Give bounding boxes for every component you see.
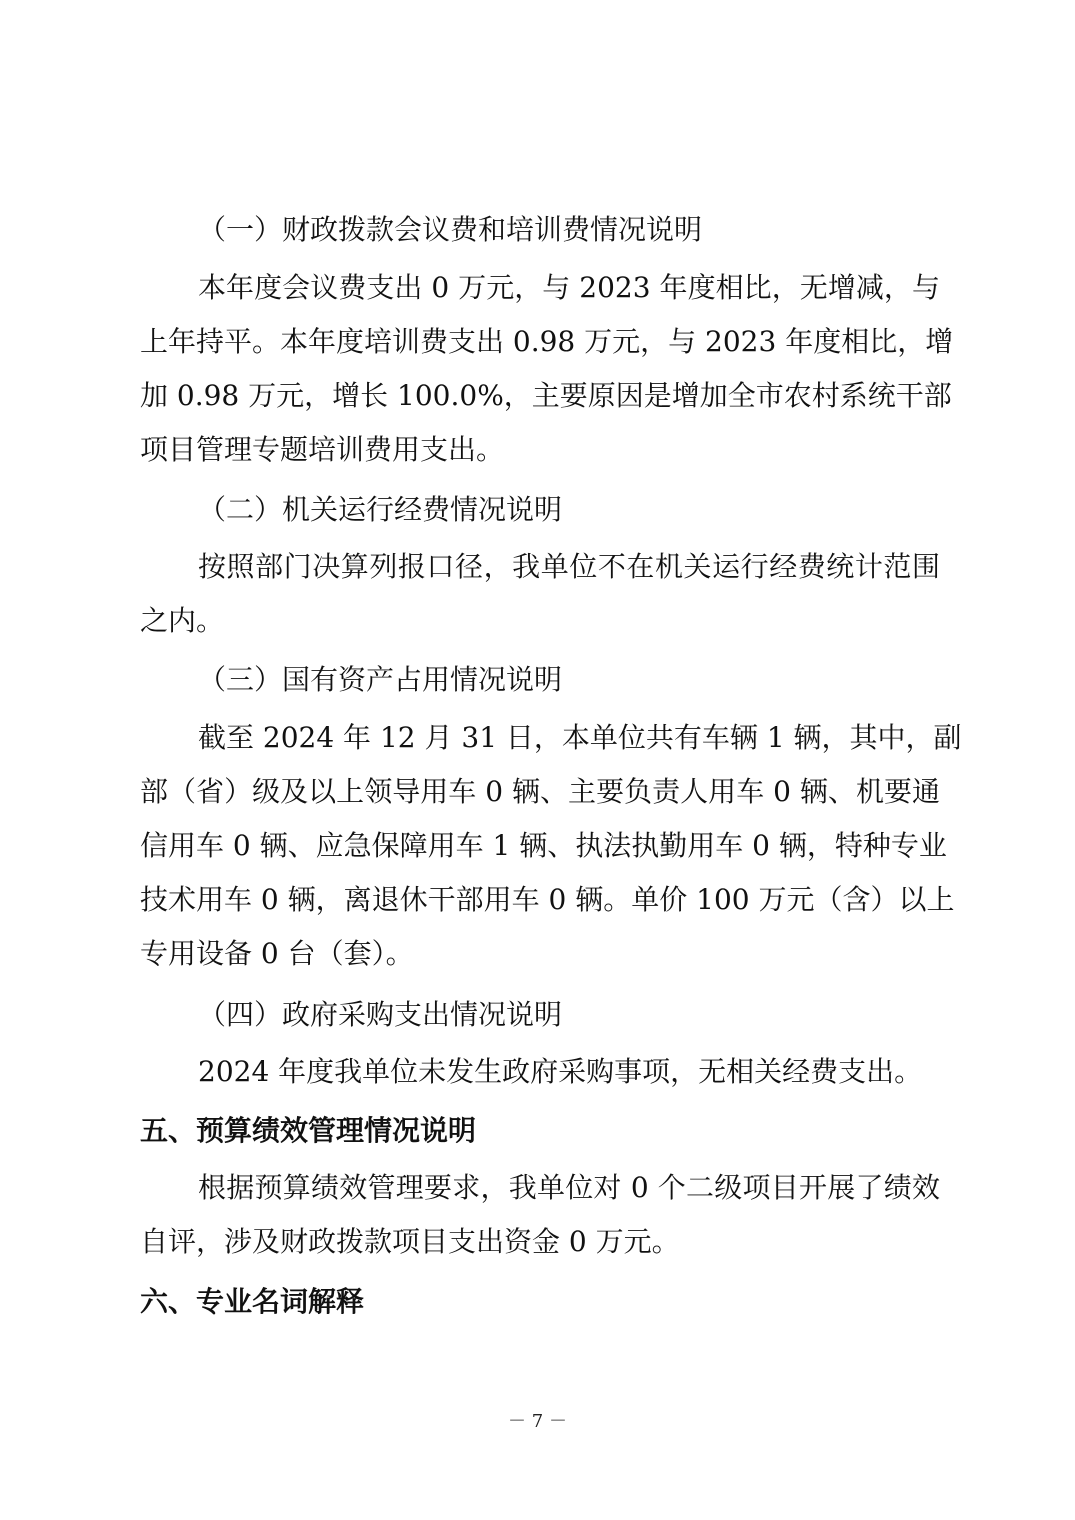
section-4-line-1: 2024 年度我单位未发生政府采购事项，无相关经费支出。 — [198, 1055, 923, 1088]
section-2-line-2: 之内。 — [140, 604, 225, 637]
section-3-line-4: 技术用车 0 辆，离退休干部用车 0 辆。单价 100 万元（含）以上 — [140, 883, 955, 916]
section-3-line-1: 截至 2024 年 12 月 31 日，本单位共有车辆 1 辆，其中，副 — [198, 721, 962, 754]
section-1-line-2: 上年持平。本年度培训费支出 0.98 万元，与 2023 年度相比，增 — [140, 325, 954, 358]
section-1-line-1: 本年度会议费支出 0 万元，与 2023 年度相比，无增减，与 — [198, 271, 940, 304]
section-4-title: （四）政府采购支出情况说明 — [198, 998, 563, 1031]
section-3-title: （三）国有资产占用情况说明 — [198, 663, 563, 696]
section-1-line-3: 加 0.98 万元，增长 100.0%，主要原因是增加全市农村系统干部 — [140, 379, 952, 412]
section-5-line-2: 自评，涉及财政拨款项目支出资金 0 万元。 — [140, 1225, 680, 1258]
section-6-heading: 六、专业名词解释 — [140, 1285, 365, 1318]
section-3-line-5: 专用设备 0 台（套）。 — [140, 937, 414, 970]
section-1-line-4: 项目管理专题培训费用支出。 — [140, 433, 505, 466]
section-5-heading: 五、预算绩效管理情况说明 — [140, 1114, 477, 1147]
page-number: － 7 － — [508, 1411, 567, 1432]
section-1-title: （一）财政拨款会议费和培训费情况说明 — [198, 213, 703, 246]
section-5-line-1: 根据预算绩效管理要求，我单位对 0 个二级项目开展了绩效 — [198, 1171, 940, 1204]
section-3-line-2: 部（省）级及以上领导用车 0 辆、主要负责人用车 0 辆、机要通 — [140, 775, 940, 808]
section-2-line-1: 按照部门决算列报口径，我单位不在机关运行经费统计范围 — [198, 550, 940, 583]
section-3-line-3: 信用车 0 辆、应急保障用车 1 辆、执法执勤用车 0 辆，特种专业 — [140, 829, 947, 862]
section-2-title: （二）机关运行经费情况说明 — [198, 493, 563, 526]
